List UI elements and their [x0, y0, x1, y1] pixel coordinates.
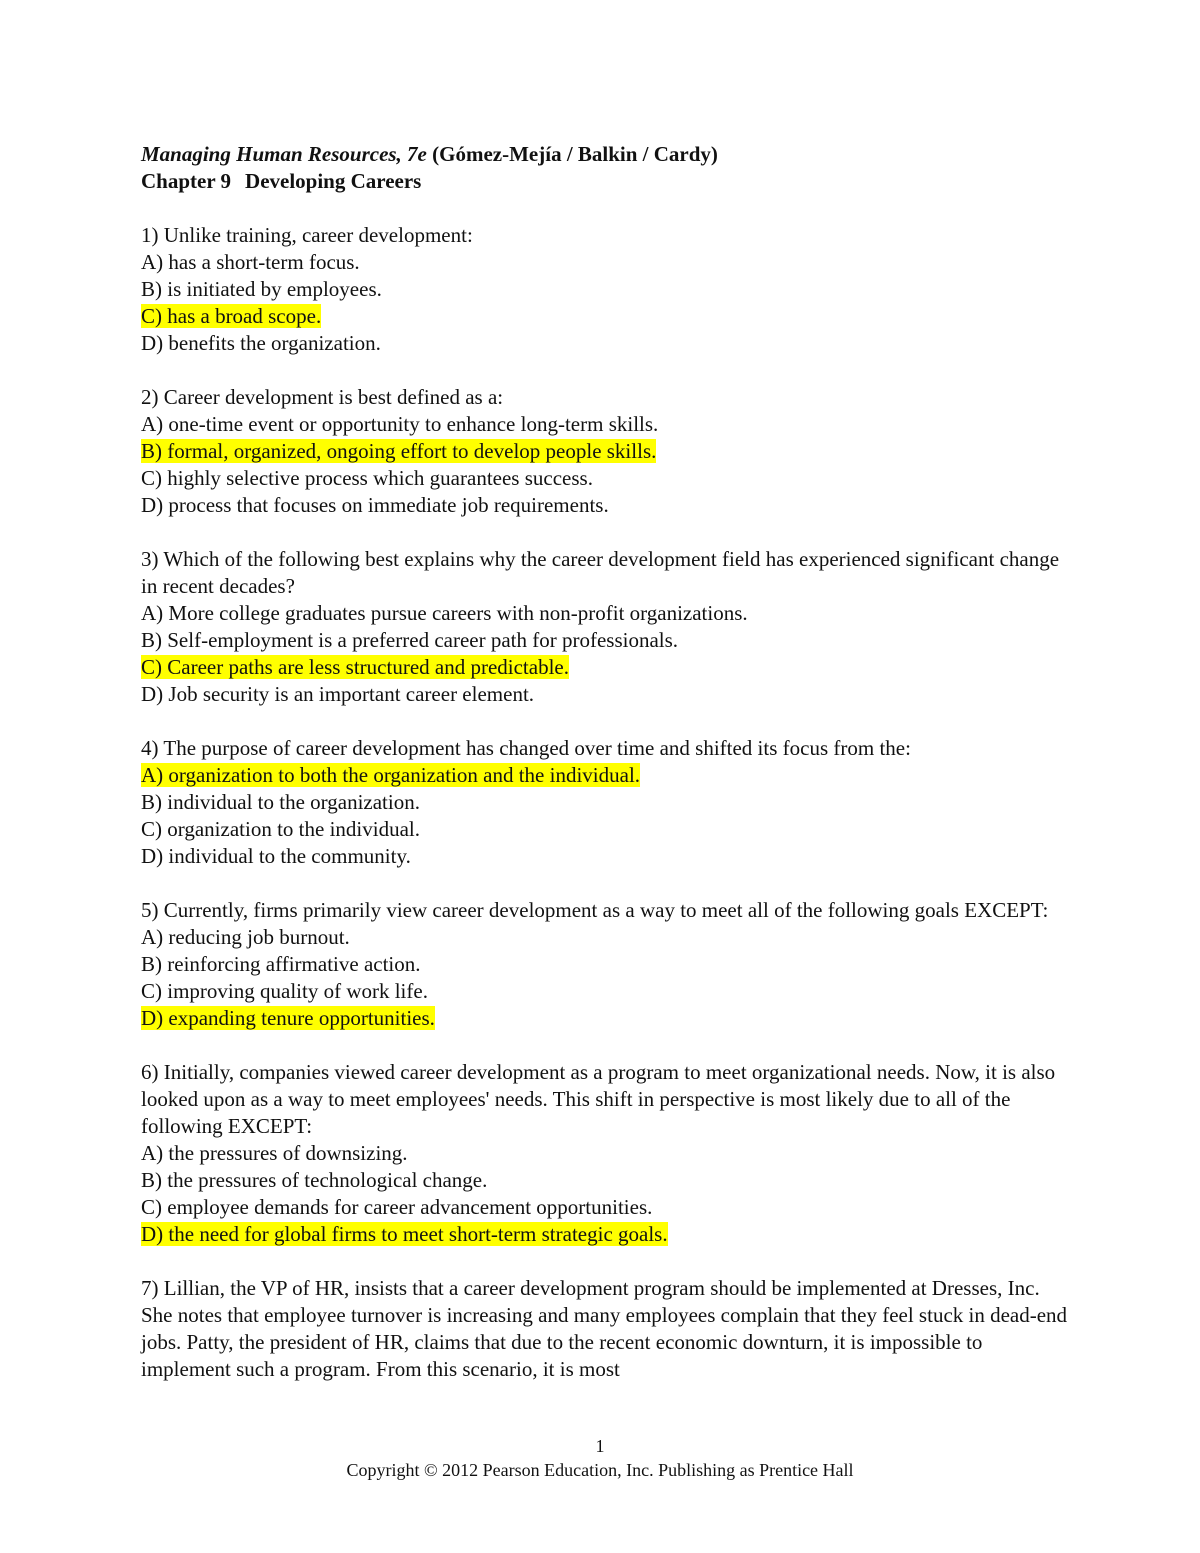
highlighted-answer: C) Career paths are less structured and predictable.: [141, 655, 569, 679]
copyright-notice: Copyright © 2012 Pearson Education, Inc. Publishing as Prentice Hall: [346, 1460, 854, 1480]
question-3: [141, 546, 1071, 708]
highlighted-answer: D) the need for global firms to meet short-term strategic goals.: [141, 1222, 668, 1246]
option-a: [141, 762, 1071, 789]
book-title-italic: Managing Human Resources, 7e: [141, 142, 427, 166]
book-title: [141, 141, 1071, 168]
option-d: [141, 1005, 1071, 1032]
option-d: [141, 1221, 1071, 1248]
option-b: B) Self-employment is a preferred career path for professionals.: [141, 628, 679, 652]
chapter-title: Developing Careers: [245, 169, 422, 193]
page-number: 1: [595, 1436, 605, 1456]
option-b: [141, 438, 1071, 465]
question-stem: 5) Currently, firms primarily view career development as a way to meet all of the following goals EXCEPT:: [141, 898, 1049, 922]
option-c: [141, 303, 1071, 330]
highlighted-answer: A) organization to both the organization and the individual.: [141, 763, 641, 787]
option-d: D) Job security is an important career element.: [141, 682, 535, 706]
option-a: A) reducing job burnout.: [141, 925, 350, 949]
option-b: B) individual to the organization.: [141, 790, 420, 814]
question-6: [141, 1059, 1071, 1248]
option-d: D) individual to the community.: [141, 844, 411, 868]
option-c: C) organization to the individual.: [141, 817, 420, 841]
question-5: [141, 897, 1071, 1032]
highlighted-answer: B) formal, organized, ongoing effort to develop people skills.: [141, 439, 657, 463]
highlighted-answer: D) expanding tenure opportunities.: [141, 1006, 435, 1030]
option-d: D) process that focuses on immediate job requirements.: [141, 493, 609, 517]
option-b: B) is initiated by employees.: [141, 277, 382, 301]
question-stem: 4) The purpose of career development has changed over time and shifted its focus from the:: [141, 736, 911, 760]
question-stem: 1) Unlike training, career development:: [141, 223, 473, 247]
option-c: C) employee demands for career advancement opportunities.: [141, 1195, 653, 1219]
question-stem: 6) Initially, companies viewed career development as a program to meet organizational needs. Now, it is also looked upon as a way to meet employees' needs. This shift in perspective is most likely due to all of the following EXCEPT:: [141, 1060, 1056, 1138]
question-1: [141, 222, 1071, 357]
option-a: A) the pressures of downsizing.: [141, 1141, 408, 1165]
option-b: B) reinforcing affirmative action.: [141, 952, 421, 976]
highlighted-answer: C) has a broad scope.: [141, 304, 322, 328]
book-authors: (Gómez-Mejía / Balkin / Cardy): [426, 142, 718, 166]
option-a: A) has a short-term focus.: [141, 250, 360, 274]
question-stem: 7) Lillian, the VP of HR, insists that a career development program should be implemented at Dresses, Inc. She notes that employee turnover is increasing and many employees complain that they feel stuck in dead-end jobs. Patty, the president of HR, claims that due to the recent economic downturn, it is impossible to implement such a program. From this scenario, it is most: [141, 1276, 1068, 1381]
option-a: A) More college graduates pursue careers with non-profit organizations.: [141, 601, 748, 625]
chapter-heading: [141, 168, 1071, 195]
question-2: [141, 384, 1071, 519]
option-c: [141, 654, 1071, 681]
question-7: [141, 1275, 1071, 1383]
chapter-label: Chapter 9: [141, 169, 232, 193]
page-footer: [0, 1434, 1200, 1482]
document-page: [141, 141, 1071, 1410]
question-4: [141, 735, 1071, 870]
option-a: A) one-time event or opportunity to enhance long-term skills.: [141, 412, 659, 436]
question-stem: 3) Which of the following best explains why the career development field has experienced significant change in recent decades?: [141, 547, 1060, 598]
option-d: D) benefits the organization.: [141, 331, 381, 355]
question-stem: 2) Career development is best defined as a:: [141, 385, 504, 409]
option-b: B) the pressures of technological change.: [141, 1168, 488, 1192]
option-c: C) highly selective process which guarantees success.: [141, 466, 593, 490]
option-c: C) improving quality of work life.: [141, 979, 428, 1003]
